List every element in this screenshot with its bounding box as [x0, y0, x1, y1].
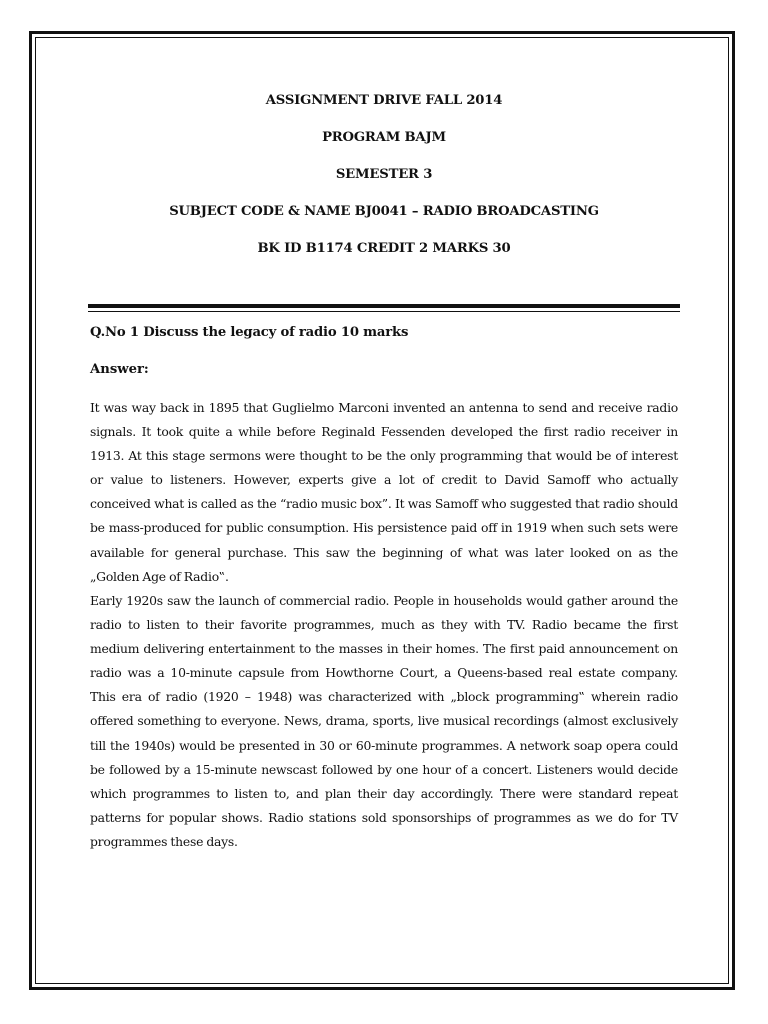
text-line: offered something to everyone. News, drama, sports, live musical recordings (almost exclusively: [90, 713, 678, 729]
text-line: conceived what is called as the “radio music box”. It was Samoff who suggested that radio should: [90, 496, 678, 512]
divider-thin: [88, 311, 680, 312]
semester-title: SEMESTER 3: [335, 167, 433, 182]
divider-thick: [88, 304, 680, 308]
text-line: It was way back in 1895 that Guglielmo Marconi invented an antenna to send and receive radio: [90, 400, 678, 415]
text-line: 1913. At this stage sermons were thought to be the only programming that would be of interest: [90, 448, 678, 464]
text-line: programmes these days.: [90, 833, 238, 849]
text-line: signals. It took quite a while before Reginald Fessenden developed the first radio receiver in: [90, 424, 678, 440]
bkid-title: BK ID B1174 CREDIT 2 MARKS 30: [257, 241, 511, 256]
assignment-title: ASSIGNMENT DRIVE FALL 2014: [265, 93, 503, 108]
text-line: till the 1940s) would be presented in 30 or 60-minute programmes. A network soap opera could: [90, 737, 678, 753]
program-title: PROGRAM BAJM: [322, 130, 446, 145]
answer-paragraph-2: [90, 589, 678, 854]
text-line: radio was a 10-minute capsule from Howthorne Court, a Queens-based real estate company.: [90, 665, 678, 681]
answer-paragraph-1: [90, 396, 678, 589]
text-line: Early 1920s saw the launch of commercial radio. People in households would gather around the: [90, 593, 678, 608]
text-line: be mass-produced for public consumption. His persistence paid off in 1919 when such sets were: [90, 520, 678, 536]
text-line: patterns for popular shows. Radio stations sold sponsorships of programmes as we do for TV: [90, 809, 678, 825]
answer-label: Answer:: [90, 362, 149, 377]
text-line: medium delivering entertainment to the masses in their homes. The first paid announcement on: [90, 641, 678, 657]
text-line: This era of radio (1920 – 1948) was characterized with „block programming‟ wherein radio: [90, 689, 678, 705]
text-line: radio to listen to their favorite programmes, much as they with TV. Radio became the first: [90, 617, 678, 633]
text-line: which programmes to listen to, and plan their day accordingly. There were standard repeat: [90, 785, 678, 801]
subject-title: SUBJECT CODE & NAME BJ0041 – RADIO BROADCASTING: [169, 204, 599, 219]
text-line: or value to listeners. However, experts give a lot of credit to David Samoff who actually: [90, 472, 678, 488]
question-heading: Q.No 1 Discuss the legacy of radio 10 marks: [90, 325, 409, 340]
text-line: be followed by a 15-minute newscast followed by one hour of a concert. Listeners would decide: [90, 761, 678, 777]
text-line: „Golden Age of Radio‟.: [90, 568, 229, 584]
text-line: available for general purchase. This saw the beginning of what was later looked on as the: [90, 544, 678, 560]
